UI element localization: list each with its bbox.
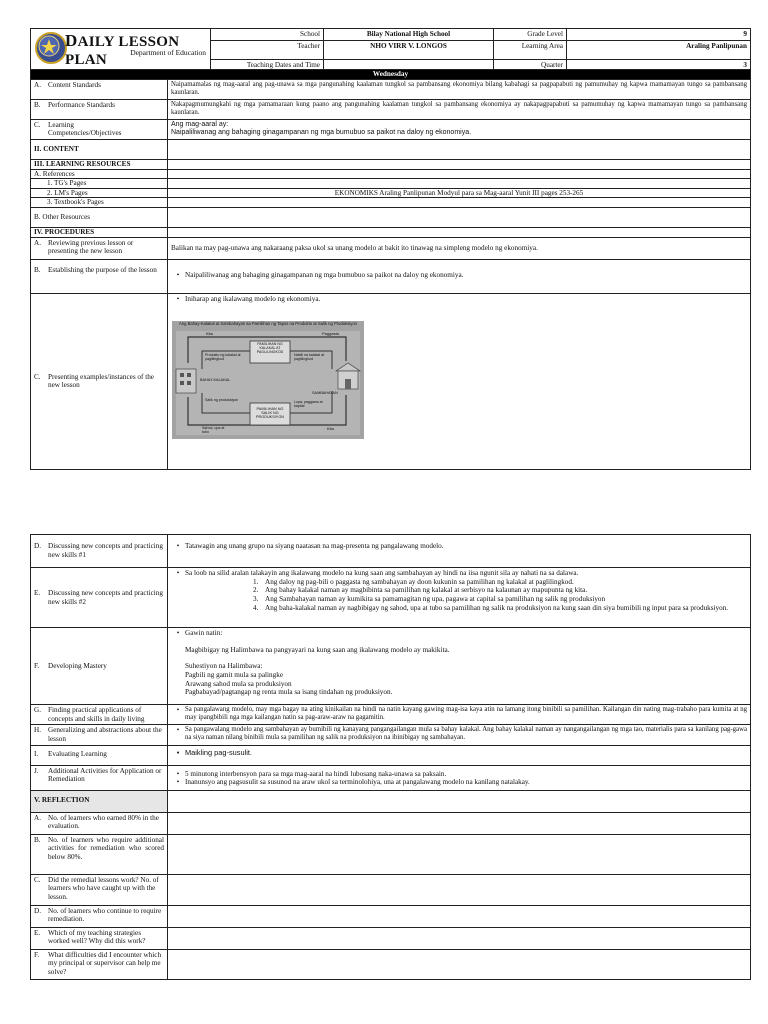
- reviewing-text: Balikan na may pag-unawa ang nakaraang paksa ukol sa unang modelo at bakit ito tinawag na simpleng modelo ng ekonomiya.: [168, 237, 751, 259]
- reviewing-label: A. Reviewing previous lesson or presenting the new lesson: [31, 237, 168, 259]
- diagram-left-top: Produkto ng kalakal at paglilingkod: [205, 352, 241, 361]
- other-resources-value: [168, 208, 751, 228]
- performance-standards-text: Nakapagmumungkahi ng mga pamamaraan kung paano ang pangunahing kaalaman tungkol sa pambansang ekonomiya ay nakapagpapabuti sa pamumuhay ng kapwa mamamayan tungo sa pambansang kaunlaran.: [168, 99, 751, 119]
- department-label: Department of Education: [130, 48, 206, 57]
- competencies-text: [168, 119, 751, 139]
- lesson-table-1: [30, 69, 751, 470]
- diagram-title: Ang Bahay-Kalakal at Sambahayan sa Pamilihan ng Tapos na Produkto at Salik ng Produksiyon: [178, 320, 357, 326]
- lesson-table-2: [30, 534, 751, 980]
- diagram-box-top: PAMILIHAN NG KALAKAL AT PAGLILINGKOD: [256, 341, 284, 354]
- reflection-e-label: E. Which of my teaching strategies worked well? Why did this work?: [31, 927, 168, 949]
- applications-cell: • Sa pangalawang modelo, may mga bagay na ating kinikailan na hindi na natin kayang gawing mag-isa kaya atin na lamang itong binibili sa pamilihan. Kailangan din nating mag-trabaho para kumita at ng may ipangbibili nga mga kailangan natin sa pag-araw-araw na gagamitin.: [168, 705, 751, 725]
- resources-value: [168, 159, 751, 169]
- diagram-left-mid: BAHAY-KALAKAL: [200, 377, 231, 382]
- procedures-section: IV. PROCEDURES: [31, 228, 168, 238]
- reflection-d-label: D. No. of learners who continue to require remediation.: [31, 905, 168, 927]
- presenting-label: C. Presenting examples/instances of the new lesson: [31, 293, 168, 469]
- presenting-cell: [168, 293, 751, 469]
- reflection-b-label: B. No. of learners who require additional activities for remediation who scored below 80%.: [31, 834, 168, 874]
- purpose-label: B. Establishing the purpose of the lesson: [31, 259, 168, 293]
- grade-value: 9: [567, 29, 751, 41]
- generalizing-cell: • Sa pangawalang modelo ang sambahayan ay bumibili ng kanayang pangangailangan mula sa bahay kalakal. Ang bahay kalakal naman ay nangangailangan ng mga tao, materialis para sa kanilang pag-gawa na siya naman nilang binibili mula sa pamilihan ng salik na produksiyon na ibinibigay ng sambahayan.: [168, 725, 751, 745]
- circular-flow-diagram: [172, 321, 364, 439]
- content-standards-label: A. Content Standards: [31, 79, 168, 99]
- evaluating-cell: • Maikling pag-susulit.: [168, 745, 751, 765]
- mastery-p4: Arawang sahod mula sa produksiyon: [185, 679, 292, 688]
- reflection-a-value: [168, 812, 751, 834]
- teacher-value: NHO VIRR V. LONGOS: [324, 40, 494, 59]
- content-value: [168, 139, 751, 159]
- reflection-section: V. REFLECTION: [31, 790, 168, 812]
- quarter-value: 3: [567, 59, 751, 71]
- tg-pages-label: 1. TG's Pages: [31, 179, 168, 189]
- school-label: School: [211, 29, 324, 41]
- deped-seal-icon: [35, 32, 67, 64]
- presenting-text: • Iniharap ang ikalawang modelo ng ekonomiya.: [176, 294, 321, 303]
- additional-b2: • Inanunsyo ang pagsusulit sa susunod na araw ukol sa terminolohiya, una at pangalawang modelo na kanilang natalakay.: [176, 778, 530, 787]
- textbook-pages-label: 3. Textbook's Pages: [31, 198, 168, 208]
- references-label: A. References: [31, 169, 168, 179]
- competencies-line-1: Ang mag-aaral ay:: [171, 120, 229, 128]
- lesson-plan-title: DAILY LESSON PLAN: [65, 31, 180, 69]
- diagram-left-bottom: Salik ng produksiyon: [205, 397, 239, 402]
- discussing-2-text: • Sa loob na silid aralan talakayin ang ikalawang modelo na kung saan ang sambahayan ay hindi na iisa ngunit sila ay nahati na sa dalawa.: [176, 569, 579, 577]
- content-standards-text: Naipamamalas ng mag-aaral ang pag-unawa sa mga pangunahing kaalaman tungkol sa pambansang ekonomiya bilang kabahagi sa pagpapabuti ng pamumuhay ng kapwa mamamayan tungo sa pambansang kaunlaran.: [168, 79, 751, 99]
- diagram-bottom-right: Kita: [327, 425, 334, 431]
- content-section: II. CONTENT: [31, 139, 168, 159]
- mastery-bullet: • Gawin natin:: [176, 629, 223, 637]
- reflection-a-label: A. No. of learners who earned 80% in the evaluation.: [31, 812, 168, 834]
- diagram-right-bottom: Lupa, paggawa at kapital: [294, 399, 323, 408]
- diagram-right-mid: SAMBAHAYAN: [312, 390, 338, 395]
- tg-pages-value: [168, 179, 751, 189]
- reflection-f-value: [168, 949, 751, 979]
- competencies-label: C. Learning Competencies/Objectives: [31, 119, 168, 139]
- discussing-2-item-1: 1. Ang daloy ng pag-bili o paggasta ng sambahayan ay doon kukunin sa pamilihan ng kalakal at paglilingkod.: [253, 577, 574, 586]
- mastery-cell: [168, 628, 751, 705]
- reflection-b-value: [168, 834, 751, 874]
- applications-label: G. Finding practical applications of concepts and skills in daily living: [31, 705, 168, 725]
- competencies-line-2: Naipaliliwanag ang bahaging ginagampanan ng mga bumubuo sa paikot na daloy ng ekonomiya.: [171, 129, 472, 137]
- evaluating-label: I. Evaluating Learning: [31, 745, 168, 765]
- discussing-1-text: • Tatawagin ang unang grupo na siyang naatasan na mag-presenta ng pangalawang modelo.: [168, 535, 751, 568]
- textbook-pages-value: [168, 198, 751, 208]
- diagram-kita-top: Kita: [206, 330, 213, 336]
- discussing-2-item-4: 4. Ang baha-kalakal naman ay nagbibigay ng sahod, upa at tubo sa pamilihan ng salik na produksiyon na kung saan din siya bumibili ng input para sa produksiyon.: [253, 603, 729, 612]
- additional-b1: • 5 minutong interbensyon para sa mga mag-aaral na hindi lubosang naka-unawa sa paksain.: [176, 769, 447, 778]
- day-band: Wednesday: [31, 70, 751, 80]
- reflection-c-label: C. Did the remedial lessons work? No. of learners who have caught up with the lesson.: [31, 874, 168, 905]
- lm-pages-label: 2. LM's Pages: [31, 188, 168, 198]
- page-1: [30, 28, 750, 471]
- mastery-p5: Pagbabayad/pagtangap ng renta mula sa isang tindahan ng produksiyon.: [185, 688, 393, 697]
- grade-label: Grade Level: [494, 29, 567, 41]
- diagram-right-top: Nabili na kalakal at paglilingkod: [294, 352, 325, 361]
- school-value: Bilay National High School: [324, 29, 494, 41]
- reflection-f-label: F. What difficulties did I encounter which my principal or supervisor can help me solve?: [31, 949, 168, 979]
- reflection-d-value: [168, 905, 751, 927]
- additional-cell: [168, 765, 751, 790]
- mastery-label: F. Developing Mastery: [31, 628, 168, 705]
- area-label: Learning Area: [494, 40, 567, 59]
- diagram-paggasta: Paggasta: [322, 330, 339, 336]
- performance-standards-label: B. Performance Standards: [31, 99, 168, 119]
- additional-label: J. Additional Activities for Application or Remediation: [31, 765, 168, 790]
- lm-pages-value: EKONOMIKS Araling Panlipunan Modyul para sa Mag-aaral Yunit III pages 253-265: [168, 188, 751, 198]
- teacher-label: Teacher: [211, 40, 324, 59]
- discussing-2-item-2: 2. Ang bahay kalakal naman ay magbibinta sa pamilihan ng kalakal at serbisyo na kalaunan ay mapupunta ng kita.: [253, 586, 588, 595]
- discussing-2-label: E. Discussing new concepts and practicing new skills #2: [31, 568, 168, 628]
- mastery-p3: Pagbili ng gamit mula sa palingke: [185, 670, 284, 679]
- discussing-2-cell: [168, 568, 751, 628]
- mastery-p2: Suhestiyon na Halimbawa:: [185, 662, 263, 671]
- area-value: Araling Panlipunan: [567, 40, 751, 59]
- quarter-label: Quarter: [494, 59, 567, 71]
- reflection-value: [168, 790, 751, 812]
- diagram-bottom-left: Sahod, upa at tubo: [202, 425, 225, 434]
- diagram-box-bottom: PAMILIHAN NG SALIK NG PRODUKSIYON: [255, 406, 285, 420]
- generalizing-label: H. Generalizing and abstractions about the lesson: [31, 725, 168, 745]
- mastery-p1: Magbibigay ng Halimbawa na pangyayari na kung saan ang ikalawang modelo ay makikita.: [185, 645, 450, 654]
- header-table: [30, 28, 751, 71]
- dates-label: Teaching Dates and Time: [211, 59, 324, 71]
- reflection-c-value: [168, 874, 751, 905]
- purpose-text: • Naipaliliwanag ang bahaging ginagampanan ng mga bumubuo sa paikot na daloy ng ekonomiya.: [168, 259, 751, 293]
- other-resources-label: B. Other Resources: [31, 208, 168, 228]
- discussing-1-label: D. Discussing new concepts and practicing new skills #1: [31, 535, 168, 568]
- reflection-e-value: [168, 927, 751, 949]
- references-value: [168, 169, 751, 179]
- resources-section: III. LEARNING RESOURCES: [31, 159, 168, 169]
- discussing-2-item-3: 3. Ang Sambahayan naman ay kumikita sa pamamagitan ng upa, pagawa at capital sa pamilihan ng salik ng produksiyon: [253, 594, 606, 603]
- procedures-value: [168, 228, 751, 238]
